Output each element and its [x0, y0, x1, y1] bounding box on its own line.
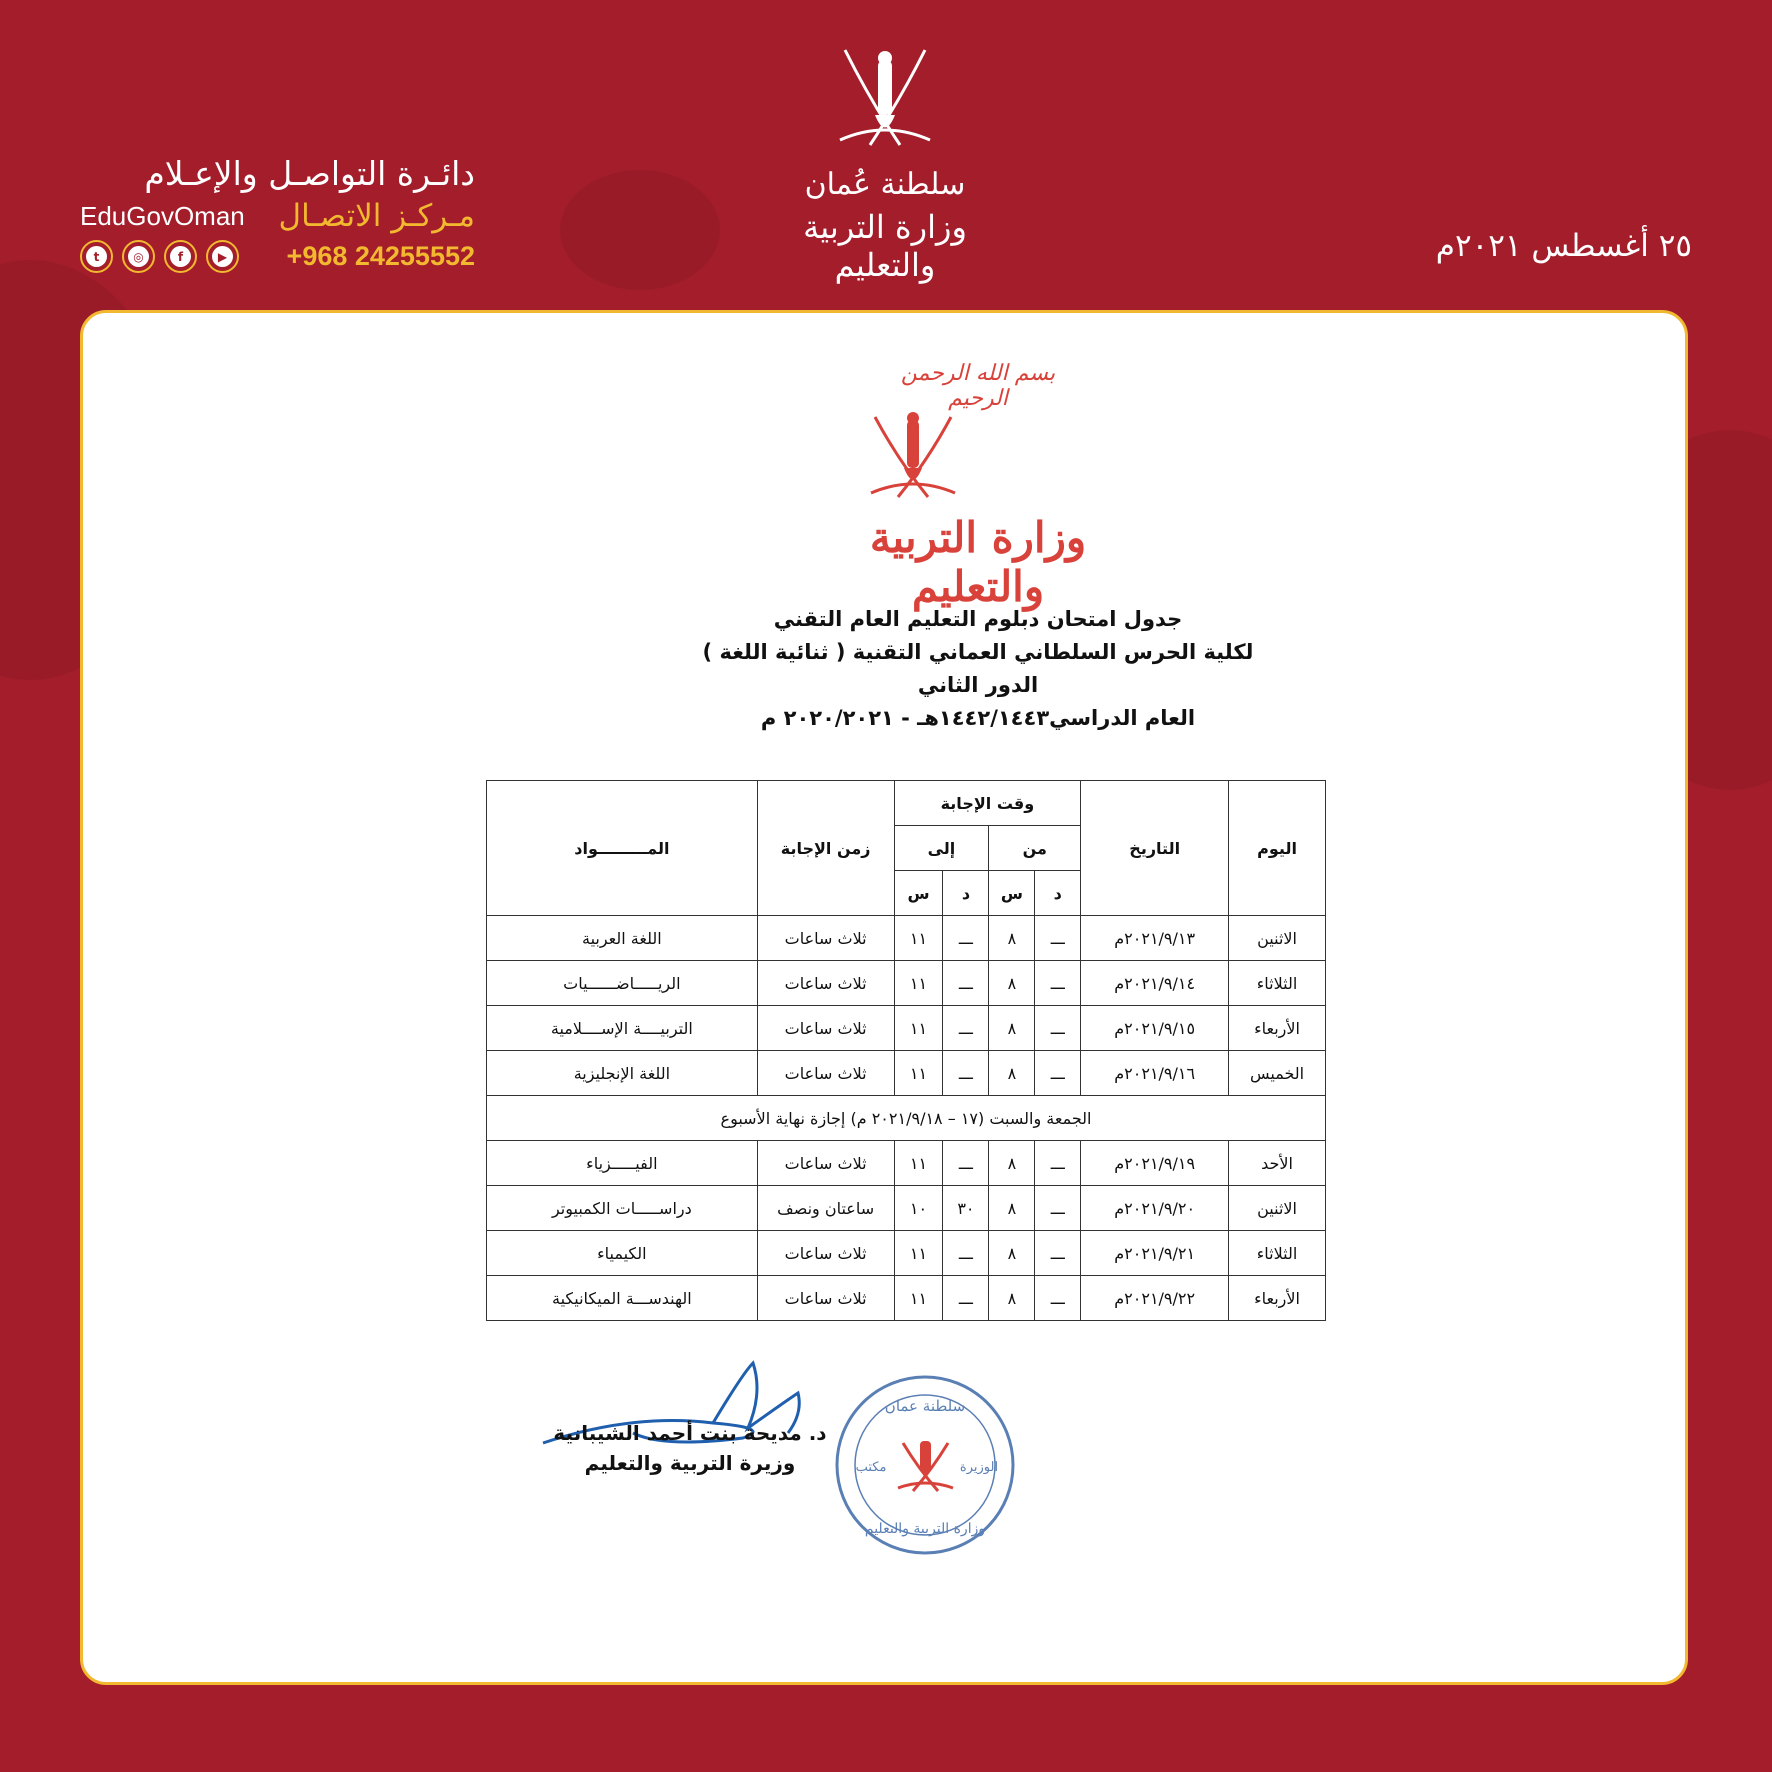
table-row: [487, 916, 1326, 961]
cell-date: ٢٠٢١/٩/١٤م: [1081, 961, 1229, 1006]
cell-duration: ثلاث ساعات: [757, 961, 894, 1006]
cell-from-minute: ـــ: [1035, 916, 1081, 961]
cell-from-minute: ـــ: [1035, 1276, 1081, 1321]
stamp-left-text: مكتب: [855, 1460, 887, 1475]
signatory-name: د. مديحة بنت أحمد الشيبانية: [553, 1421, 827, 1445]
country-name: سلطنة عُمان: [804, 167, 966, 202]
cell-subject: الهندســـة الميكانيكية: [487, 1276, 758, 1321]
cell-date: ٢٠٢١/٩/١٩م: [1081, 1141, 1229, 1186]
exam-schedule-table: [486, 780, 1326, 1321]
cell-from-minute: ـــ: [1035, 961, 1081, 1006]
facebook-icon[interactable]: f: [164, 240, 197, 273]
cell-from-minute: ـــ: [1035, 1186, 1081, 1231]
academic-year: العام الدراسي١٤٤٢/١٤٤٣هـ - ٢٠٢٠/٢٠٢١ م: [760, 706, 1196, 730]
cell-duration: ساعتان ونصف: [757, 1186, 894, 1231]
cell-to-minute: ـــ: [943, 1051, 989, 1096]
rows-after-weekend: [487, 1141, 1326, 1321]
cell-subject: اللغة الإنجليزية: [487, 1051, 758, 1096]
cell-to-hour: ١١: [894, 916, 943, 961]
cell-to-hour: ١١: [894, 1141, 943, 1186]
header-to: إلى: [894, 826, 989, 871]
cell-duration: ثلاث ساعات: [757, 1276, 894, 1321]
youtube-icon[interactable]: ▶: [206, 240, 239, 273]
cell-day: الأربعاء: [1229, 1276, 1326, 1321]
cell-from-minute: ـــ: [1035, 1006, 1081, 1051]
header-subjects: المـــــــــواد: [487, 781, 758, 916]
table-row: [487, 1231, 1326, 1276]
cell-to-minute: ـــ: [943, 961, 989, 1006]
cell-subject: الفيـــــزياء: [487, 1141, 758, 1186]
cell-from-hour: ٨: [989, 1006, 1035, 1051]
header-from: من: [989, 826, 1081, 871]
table-row: [487, 961, 1326, 1006]
cell-date: ٢٠٢١/٩/٢١م: [1081, 1231, 1229, 1276]
weekend-note: الجمعة والسبت (١٧ – ٢٠٢١/٩/١٨ م) إجازة نهاية الأسبوع: [487, 1096, 1326, 1141]
stamp-bottom-text: وزارة التربية والتعليم: [864, 1521, 986, 1537]
social-handle: EduGovOman: [80, 200, 245, 231]
signatory-title: وزيرة التربية والتعليم: [584, 1451, 796, 1475]
cell-to-minute: ـــ: [943, 1006, 989, 1051]
header-hour: س: [989, 871, 1035, 916]
cell-from-hour: ٨: [989, 1231, 1035, 1276]
cell-day: الثلاثاء: [1229, 961, 1326, 1006]
cell-day: الأحد: [1229, 1141, 1326, 1186]
social-icons: [80, 240, 239, 273]
header-contact-block: [80, 150, 475, 273]
cell-duration: ثلاث ساعات: [757, 1006, 894, 1051]
table-row: [487, 1186, 1326, 1231]
cell-to-hour: ١١: [894, 1231, 943, 1276]
cell-to-minute: ـــ: [943, 1276, 989, 1321]
ministry-name: وزارة التربية والتعليم: [803, 208, 967, 284]
cell-date: ٢٠٢١/٩/١٥م: [1081, 1006, 1229, 1051]
document-card: [80, 310, 1688, 1685]
cell-from-hour: ٨: [989, 1051, 1035, 1096]
cell-day: الاثنين: [1229, 1186, 1326, 1231]
contact-center-label: مـركـز الاتصـال: [278, 198, 475, 234]
cell-from-minute: ـــ: [1035, 1231, 1081, 1276]
cell-day: الأربعاء: [1229, 1006, 1326, 1051]
cell-to-hour: ١٠: [894, 1186, 943, 1231]
stamp-right-text: الوزيرة: [959, 1460, 999, 1475]
cell-to-hour: ١١: [894, 1051, 943, 1096]
cell-to-minute: ٣٠: [943, 1186, 989, 1231]
basmala: بسم الله الرحمن الرحيم: [900, 361, 1056, 411]
exam-round: الدور الثاني: [917, 673, 1039, 697]
header-date: التاريخ: [1081, 781, 1229, 916]
cell-duration: ثلاث ساعات: [757, 916, 894, 961]
cell-from-hour: ٨: [989, 1141, 1035, 1186]
table-row: [487, 1051, 1326, 1096]
cell-duration: ثلاث ساعات: [757, 1141, 894, 1186]
signatory-block: [545, 1418, 835, 1478]
cell-subject: اللغة العربية: [487, 916, 758, 961]
header-duration: زمن الإجابة: [757, 781, 894, 916]
cell-to-hour: ١١: [894, 1006, 943, 1051]
cell-date: ٢٠٢١/٩/١٣م: [1081, 916, 1229, 961]
cell-from-hour: ٨: [989, 1186, 1035, 1231]
header-minute: د: [943, 871, 989, 916]
document-title-block: [583, 603, 1373, 735]
post-date: ٢٥ أغسطس ٢٠٢١م: [1435, 228, 1692, 264]
cell-to-minute: ـــ: [943, 916, 989, 961]
header-answer-time: وقت الإجابة: [894, 781, 1081, 826]
header-hour: س: [894, 871, 943, 916]
background-decoration: [560, 170, 720, 290]
cell-from-hour: ٨: [989, 916, 1035, 961]
cell-to-hour: ١١: [894, 1276, 943, 1321]
cell-duration: ثلاث ساعات: [757, 1051, 894, 1096]
document-title: جدول امتحان دبلوم التعليم العام التقني: [773, 607, 1183, 631]
header-day: اليوم: [1229, 781, 1326, 916]
cell-from-minute: ـــ: [1035, 1051, 1081, 1096]
cell-from-minute: ـــ: [1035, 1141, 1081, 1186]
cell-date: ٢٠٢١/٩/١٦م: [1081, 1051, 1229, 1096]
department-name: دائـرة التواصـل والإعـلام: [144, 154, 475, 193]
instagram-icon[interactable]: ◎: [122, 240, 155, 273]
cell-from-hour: ٨: [989, 1276, 1035, 1321]
cell-day: الاثنين: [1229, 916, 1326, 961]
phone-number: +968 24255552: [286, 241, 475, 271]
cell-to-hour: ١١: [894, 961, 943, 1006]
college-name: لكلية الحرس السلطاني العماني التقنية ( ثنائية اللغة ): [702, 640, 1254, 664]
cell-to-minute: ـــ: [943, 1141, 989, 1186]
table-row: [487, 1141, 1326, 1186]
document-ministry-title: وزارة التربية والتعليم: [869, 513, 1087, 611]
cell-date: ٢٠٢١/٩/٢٢م: [1081, 1276, 1229, 1321]
header-logo-block: [770, 40, 1000, 284]
rows-before-weekend: [487, 916, 1326, 1096]
cell-day: الخميس: [1229, 1051, 1326, 1096]
table-row: [487, 1006, 1326, 1051]
stamp-top-text: سلطنة عمان: [884, 1397, 966, 1415]
cell-subject: دراســـــات الكمبيوتر: [487, 1186, 758, 1231]
cell-day: الثلاثاء: [1229, 1231, 1326, 1276]
cell-date: ٢٠٢١/٩/٢٠م: [1081, 1186, 1229, 1231]
table-row: [487, 1276, 1326, 1321]
cell-subject: التربيــــة الإســــلامية: [487, 1006, 758, 1051]
cell-duration: ثلاث ساعات: [757, 1231, 894, 1276]
header-minute: د: [1035, 871, 1081, 916]
oman-emblem-icon: [830, 40, 940, 155]
ministry-emblem-icon: [863, 405, 963, 505]
official-stamp-icon: [833, 1373, 1018, 1558]
twitter-icon[interactable]: t: [80, 240, 113, 273]
cell-from-hour: ٨: [989, 961, 1035, 1006]
cell-subject: الكيمياء: [487, 1231, 758, 1276]
cell-subject: الريـــــاضــــــيات: [487, 961, 758, 1006]
cell-to-minute: ـــ: [943, 1231, 989, 1276]
